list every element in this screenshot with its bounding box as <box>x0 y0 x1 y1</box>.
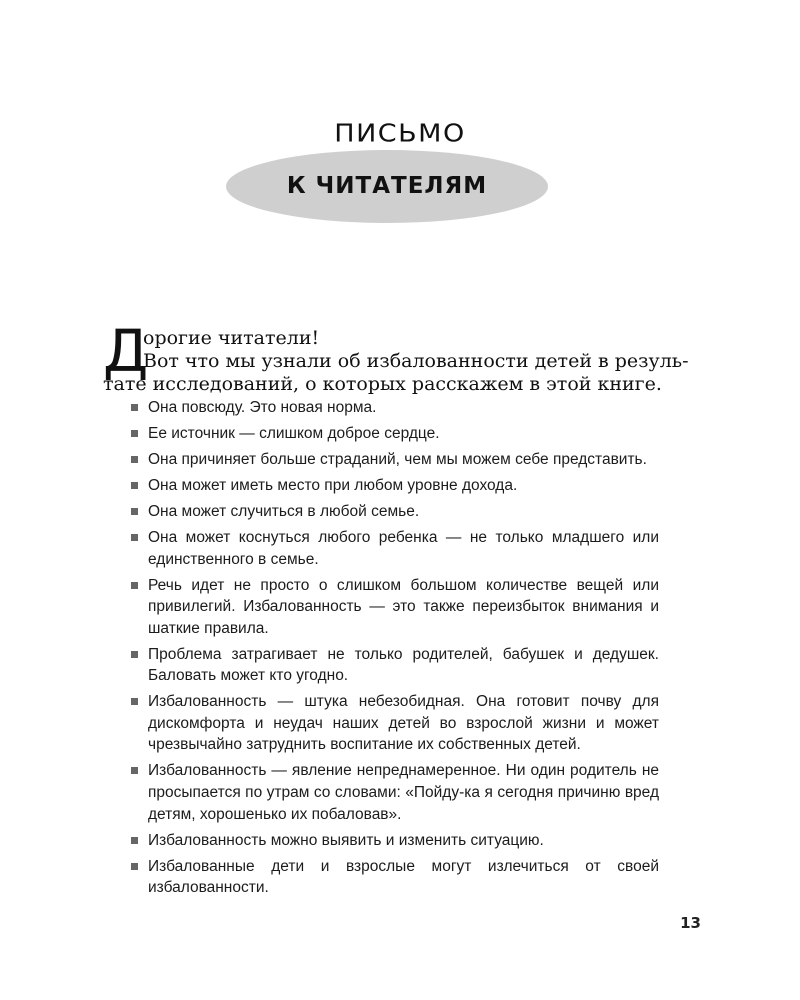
bullet-square-icon <box>131 430 138 437</box>
bullet-square-icon <box>131 456 138 463</box>
bullet-item <box>131 691 659 756</box>
bullet-item <box>131 475 659 497</box>
bullet-square-icon <box>131 767 138 774</box>
bullet-square-icon <box>131 863 138 870</box>
bullet-square-icon <box>131 482 138 489</box>
bullet-text: Речь идет не просто о слишком большом количестве вещей или привилегий. Избалованность — это также переизбыток внимания и шаткие правила. <box>148 576 659 637</box>
heading-top-text: ПИСЬМО <box>334 119 466 148</box>
bullet-text: Избалованность можно выявить и изменить ситуацию. <box>148 831 544 849</box>
intro-line: Вот что мы узнали об избалованности детей в резуль- <box>143 350 689 372</box>
bullet-square-icon <box>131 582 138 589</box>
bullet-item <box>131 501 659 523</box>
bullet-text: Она повсюду. Это новая норма. <box>148 399 377 416</box>
bullet-text: Проблема затрагивает не только родителей, бабушек и дедушек. Баловать может кто угодно. <box>148 645 659 685</box>
bullet-square-icon <box>131 534 138 541</box>
intro-line: орогие читатели! <box>143 327 320 349</box>
intro-line: тате исследований, о которых расскажем в этой книге. <box>103 373 662 395</box>
bullet-item <box>131 527 659 570</box>
bullet-list <box>131 397 659 903</box>
heading-top <box>0 118 800 149</box>
bullet-item <box>131 760 659 825</box>
bullet-text: Она может коснуться любого ребенка — не только младшего или единственного в семье. <box>148 528 659 568</box>
bullet-square-icon <box>131 837 138 844</box>
bullet-item <box>131 423 659 445</box>
bullet-item <box>131 575 659 640</box>
bullet-item <box>131 449 659 471</box>
bullet-square-icon <box>131 651 138 658</box>
bullet-square-icon <box>131 508 138 515</box>
bullet-text: Она причиняет больше страданий, чем мы можем себе представить. <box>148 450 647 468</box>
bullet-item <box>131 644 659 687</box>
bullet-text: Избалованность — явление непреднамеренное. Ни один родитель не просыпается по утрам со словами: «Пойду-ка я сегодня причиню вред детям, хорошенько их побаловав». <box>148 762 659 823</box>
bullet-text: Избалованность — штука небезобидная. Она готовит почву для дискомфорта и неудач наших детей во взрослой жизни и может чрезвычайно затруднить воспитание их собственных детей. <box>148 693 659 754</box>
page-number: 13 <box>680 914 701 932</box>
drop-cap: Д <box>103 317 149 385</box>
bullet-text: Она может случиться в любой семье. <box>148 502 420 520</box>
bullet-square-icon <box>131 698 138 705</box>
bullet-item <box>131 830 659 852</box>
bullet-text: Избалованные дети и взрослые могут излечиться от своей избалованности. <box>148 857 659 897</box>
bullet-text: Она может иметь место при любом уровне дохода. <box>148 476 518 494</box>
bullet-square-icon <box>131 404 138 411</box>
heading-bottom: К ЧИТАТЕЛЯМ <box>286 173 488 199</box>
bullet-item <box>131 397 659 419</box>
bullet-item <box>131 856 659 899</box>
bullet-text: Ее источник — слишком доброе сердце. <box>148 424 440 442</box>
